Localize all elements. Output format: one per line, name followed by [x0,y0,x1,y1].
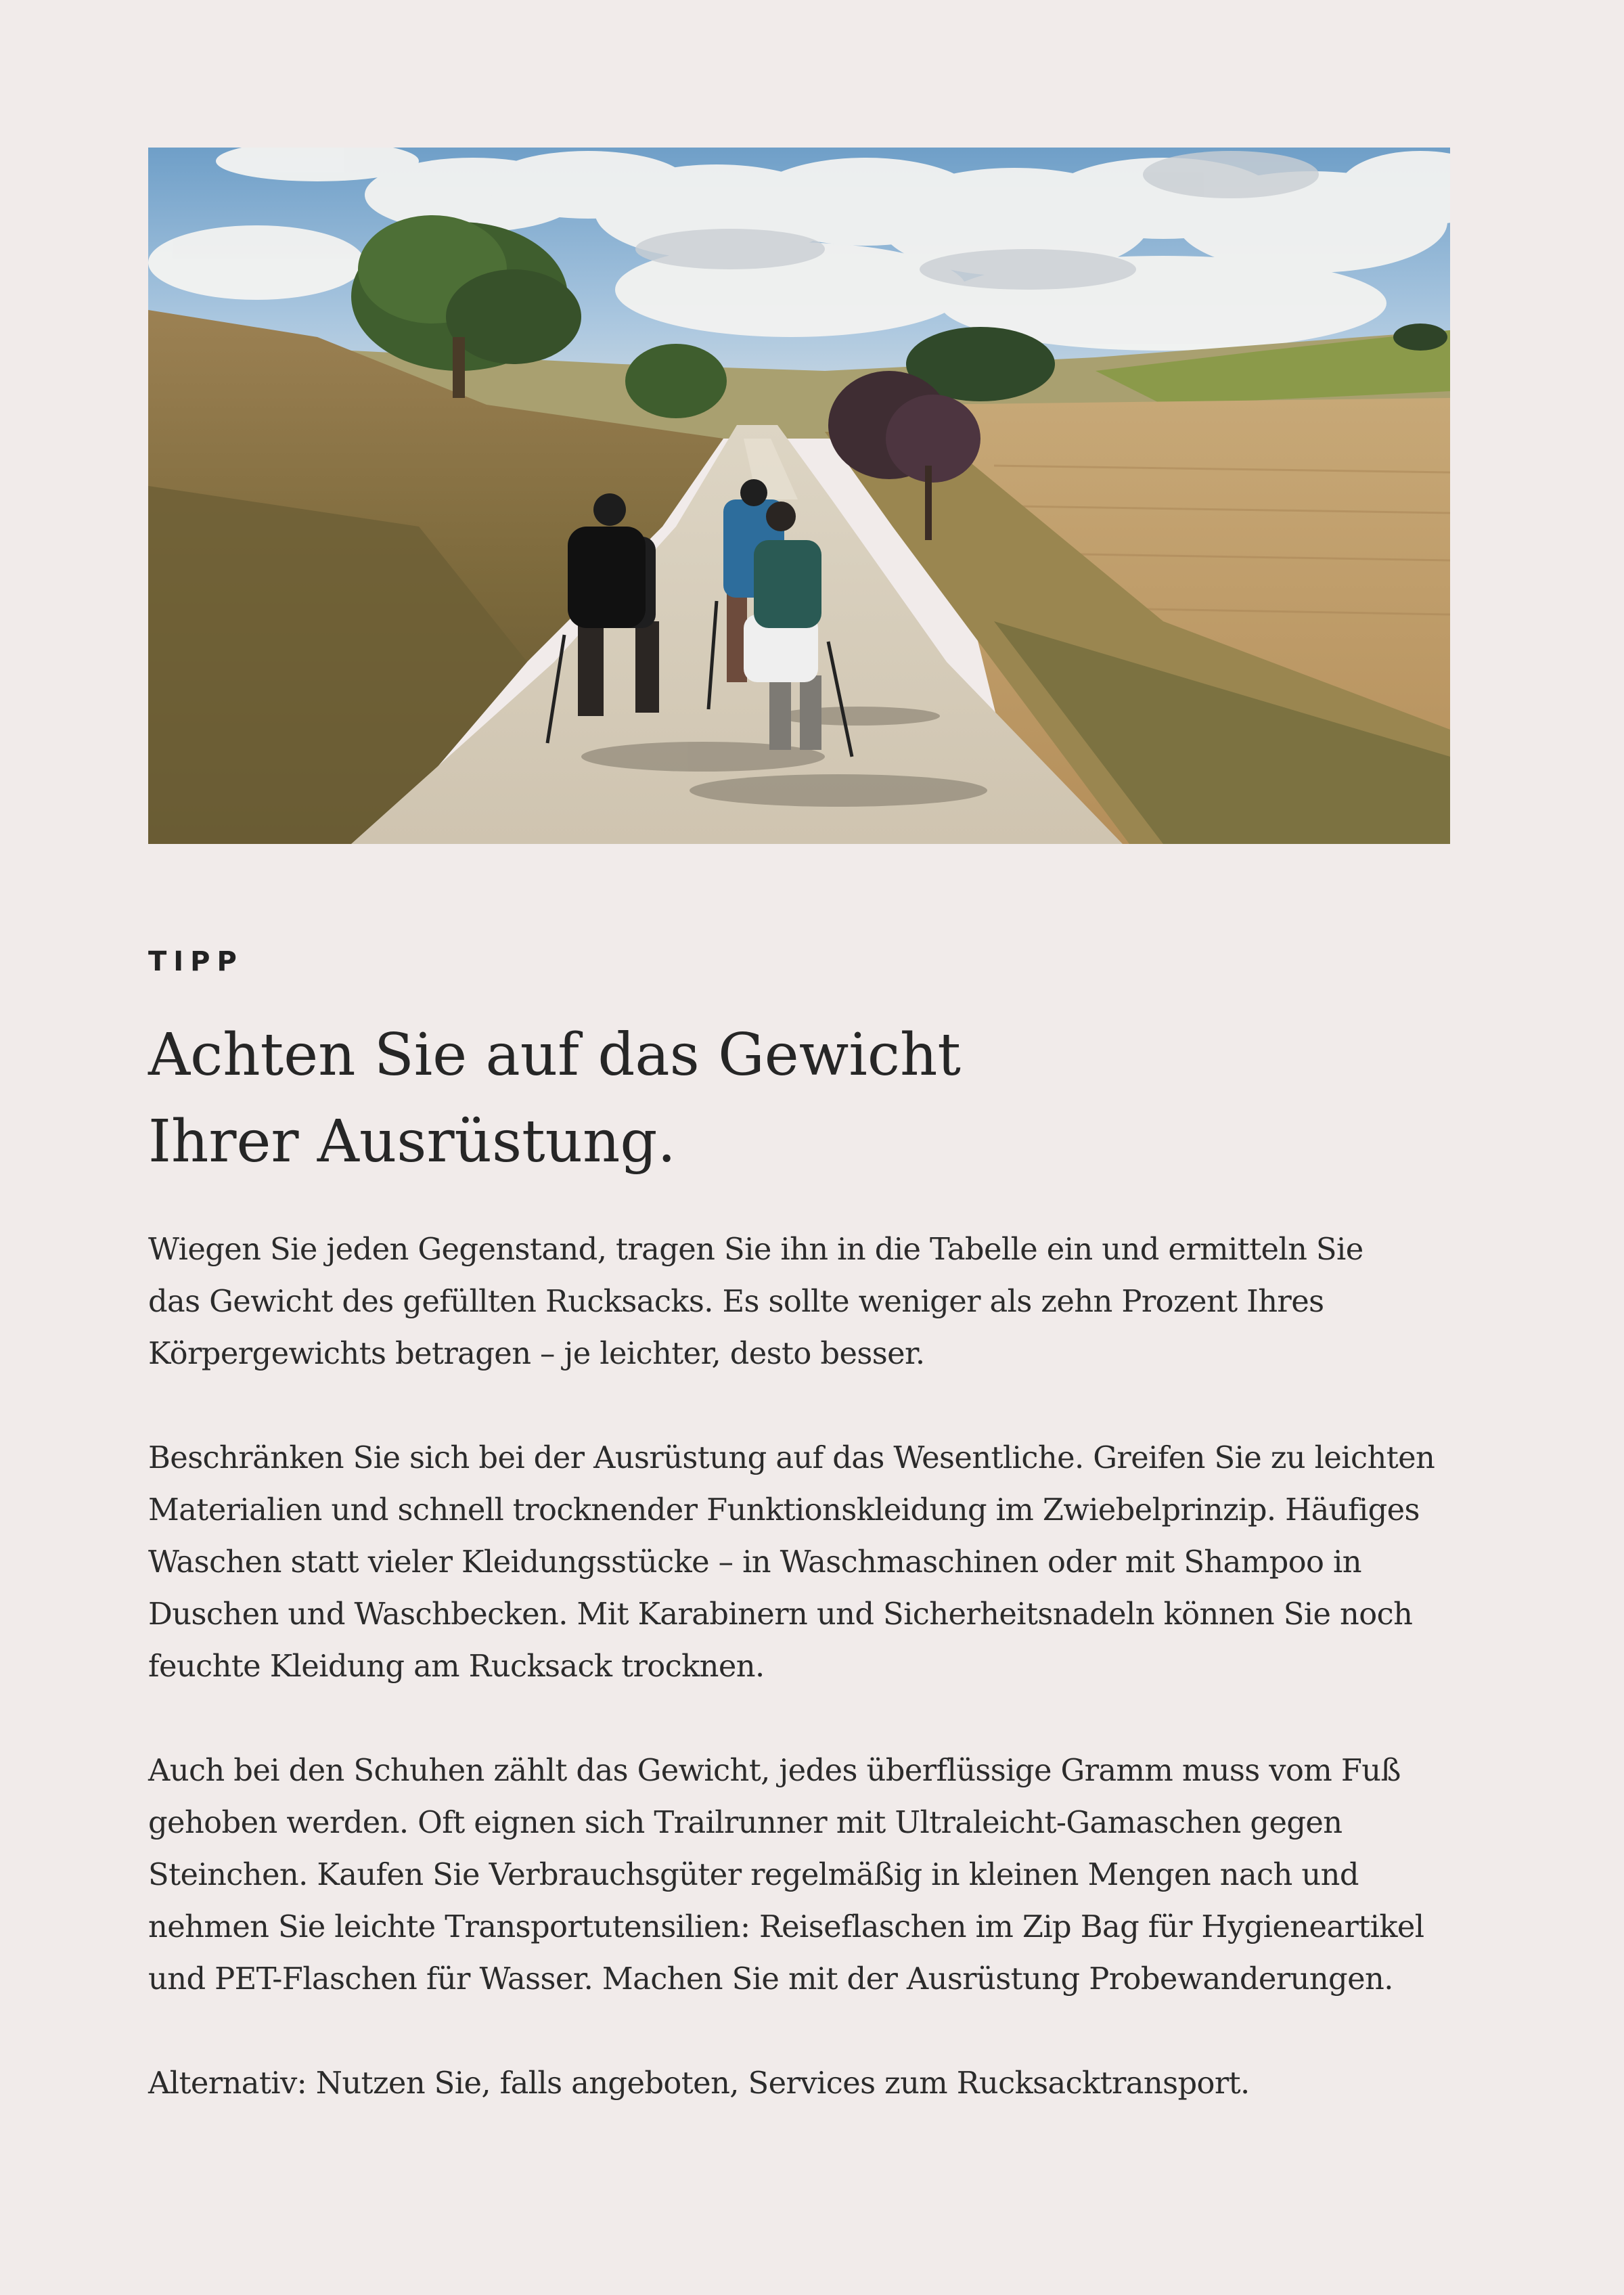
paragraph-4 [148,2057,1474,2109]
paragraph-2 [148,1431,1474,1692]
title-line-2: Ihrer Ausrüstung. [148,1108,676,1176]
paragraph-3 [148,1744,1474,2005]
text-line: Waschen statt vieler Kleidungsstücke – in Waschmaschinen oder mit Shampoo in [148,1544,1361,1580]
section-kicker: TIPP [148,946,244,977]
text-line: nehmen Sie leichte Transportutensilien: Reiseflaschen im Zip Bag für Hygieneartikel [148,1909,1424,1944]
article-body [148,1223,1474,2161]
text-line: Duschen und Waschbecken. Mit Karabinern und Sicherheitsnadeln können Sie noch [148,1596,1413,1632]
title-line-1: Achten Sie auf das Gewicht [148,1021,961,1089]
text-line: das Gewicht des gefüllten Rucksacks. Es sollte weniger als zehn Prozent Ihres [148,1283,1324,1319]
text-line: Alternativ: Nutzen Sie, falls angeboten, Services zum Rucksacktransport. [148,2065,1250,2101]
page-title [148,1012,1434,1185]
text-line: Auch bei den Schuhen zählt das Gewicht, jedes überflüssige Gramm muss vom Fuß [148,1752,1401,1788]
text-line: Beschränken Sie sich bei der Ausrüstung auf das Wesentliche. Greifen Sie zu leichten [148,1440,1435,1475]
text-line: feuchte Kleidung am Rucksack trocknen. [148,1648,765,1684]
text-line: und PET-Flaschen für Wasser. Machen Sie mit der Ausrüstung Probewanderungen. [148,1961,1393,1997]
text-line: gehoben werden. Oft eignen sich Trailrunner mit Ultraleicht-Gamaschen gegen [148,1804,1343,1840]
text-line: Wiegen Sie jeden Gegenstand, tragen Sie ihn in die Tabelle ein und ermitteln Sie [148,1231,1363,1267]
text-line: Körpergewichts betragen – je leichter, desto besser. [148,1335,925,1371]
text-line: Materialien und schnell trocknender Funktionskleidung im Zwiebelprinzip. Häufiges [148,1492,1420,1528]
text-line: Steinchen. Kaufen Sie Verbrauchsgüter regelmäßig in kleinen Mengen nach und [148,1856,1359,1892]
hero-photo-hikers [148,148,1450,844]
paragraph-1 [148,1223,1474,1379]
